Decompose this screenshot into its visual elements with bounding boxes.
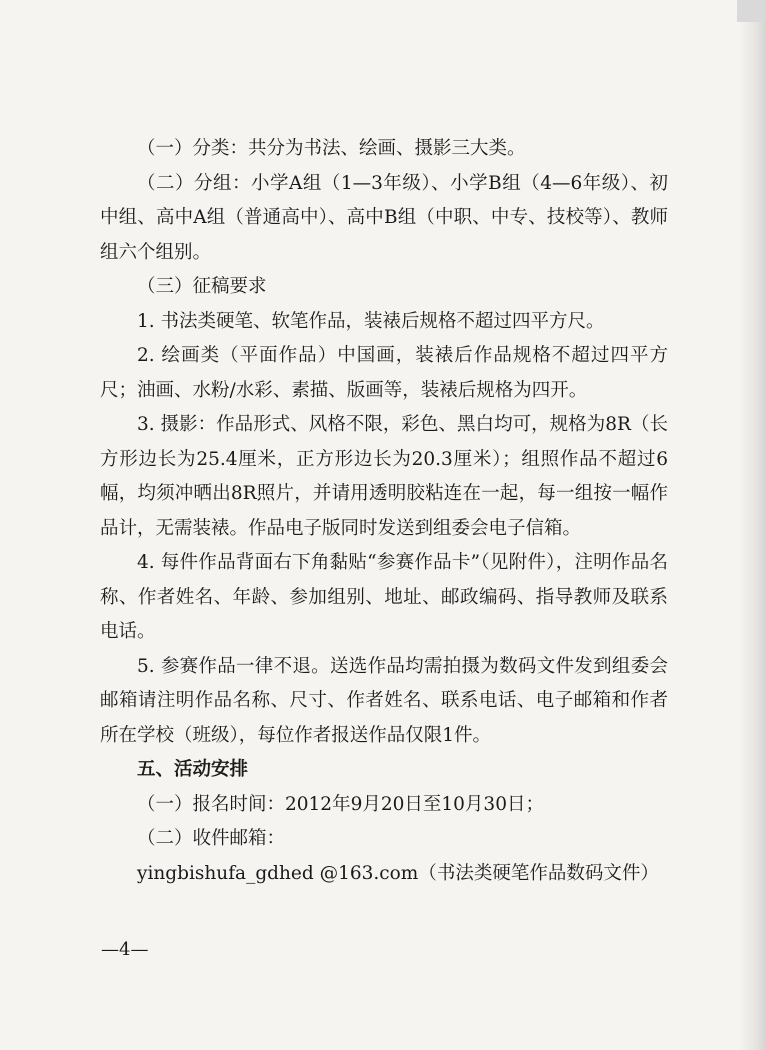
page-number: —4— xyxy=(101,939,149,960)
requirement-photography: 3. 摄影：作品形式、风格不限，彩色、黑白均可，规格为8R（长方形边长为25.4厘米，正方形边长为20.3厘米）；组照作品不超过6幅，均须冲晒出8R照片，并请用透明胶粘连在一起，每一组按一幅作品计，无需装裱。作品电子版同时发送到组委会电子信箱。 xyxy=(100,414,668,539)
requirement-painting: 2. 绘画类（平面作品）中国画，装裱后作品规格不超过四平方尺；油画、水粉/水彩、素描、版画等，装裱后规格为四开。 xyxy=(100,345,668,401)
submission-email-label: （二）收件邮箱： xyxy=(137,828,286,849)
page-corner xyxy=(737,0,765,22)
section-groups: （二）分组：小学A组（1—3年级）、小学B组（4—6年级）、初中组、高中A组（普通高中）、高中B组（中职、中专、技校等）、教师组六个组别。 xyxy=(100,172,668,263)
section-classification: （一）分类：共分为书法、绘画、摄影三大类。 xyxy=(137,138,526,159)
requirement-entry-card: 4. 每件作品背面右下角黏贴“参赛作品卡”（见附件），注明作品名称、作者姓名、年龄、参加组别、地址、邮政编码、指导教师及联系电话。 xyxy=(100,552,668,642)
section-heading-activity: 五、活动安排 xyxy=(137,759,249,780)
submission-email-address: yingbishufa_gdhed @163.com（书法类硬笔作品数码文件） xyxy=(137,862,659,884)
registration-time: （一）报名时间：2012年9月20日至10月30日； xyxy=(137,793,544,815)
document-body xyxy=(100,132,668,891)
section-submission-heading: （三）征稿要求 xyxy=(137,276,267,297)
page-edge-shadow xyxy=(739,0,765,1050)
requirement-calligraphy: 1. 书法类硬笔、软笔作品，装裱后规格不超过四平方尺。 xyxy=(137,310,605,332)
requirement-no-return: 5. 参赛作品一律不退。送选作品均需拍摄为数码文件发到组委会邮箱请注明作品名称、尺寸、作者姓名、联系电话、电子邮箱和作者所在学校（班级），每位作者报送作品仅限1件。 xyxy=(100,655,668,746)
